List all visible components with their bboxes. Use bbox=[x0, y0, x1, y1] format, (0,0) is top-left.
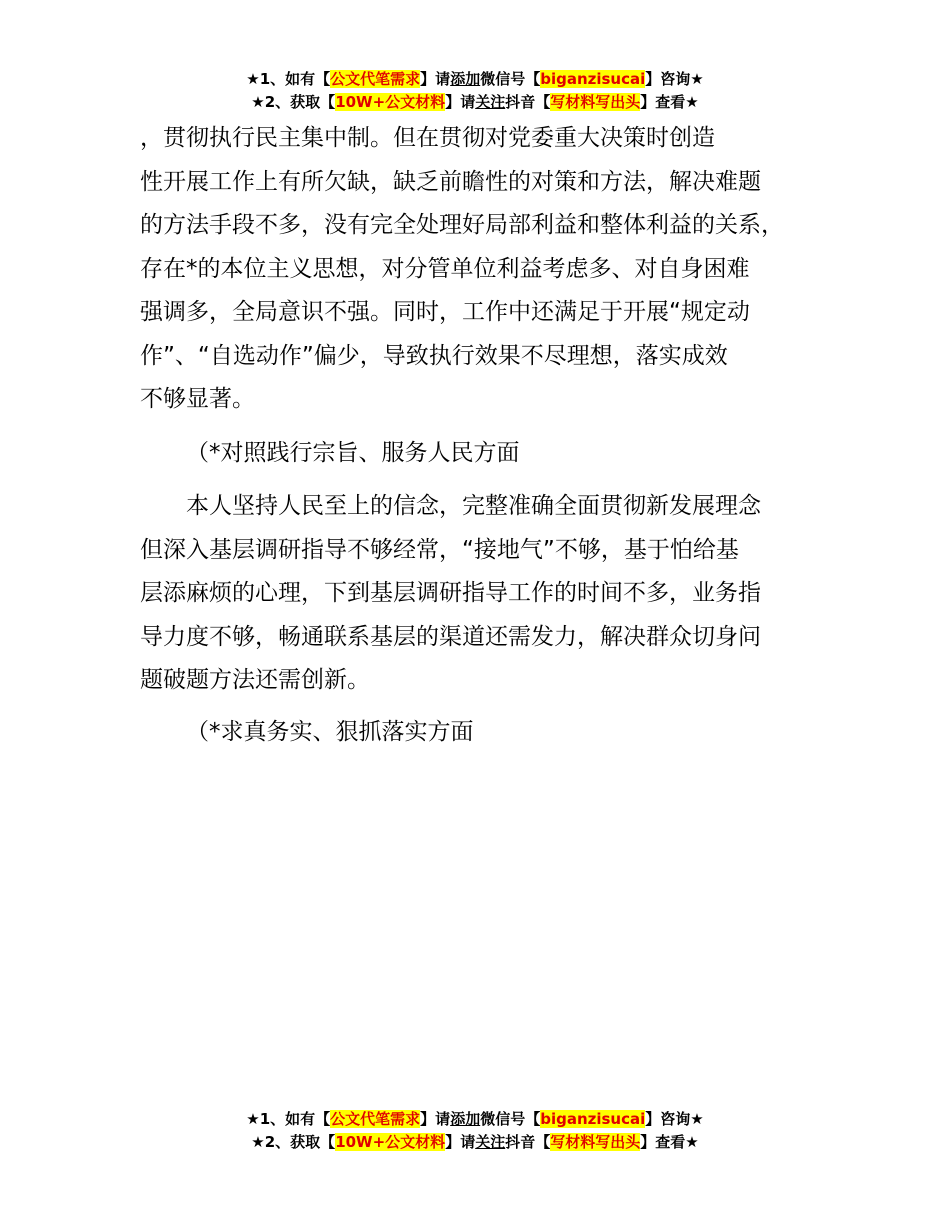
text-line: ，贯彻执行民主集中制。但在贯彻对党委重大决策时创造 bbox=[140, 125, 715, 151]
text-line: 导力度不够，畅通联系基层的渠道还需发力，解决群众切身问 bbox=[140, 623, 761, 650]
promo-text: 微信号【 bbox=[480, 1110, 541, 1128]
text-line: 但深入基层调研指导不够经常，“接地气”不够，基于怕给基 bbox=[140, 536, 739, 563]
promo-text: 】咨询★ bbox=[645, 70, 704, 88]
text-line: 的方法手段不多，没有完全处理好局部利益和整体利益的关系， bbox=[140, 212, 784, 238]
section-heading-serve-people bbox=[140, 432, 840, 476]
promo-highlight-service: 公文代笔需求 bbox=[330, 1110, 421, 1128]
promo-text: 】请 bbox=[420, 1110, 451, 1128]
promo-text: 抖音【 bbox=[505, 1133, 551, 1151]
promo-highlight-wechat-id: biganzisucai bbox=[540, 1110, 646, 1128]
promo-highlight-materials: 10W+公文材料 bbox=[335, 1133, 446, 1151]
promo-line-2 bbox=[0, 91, 950, 114]
promo-text: 】查看★ bbox=[640, 1133, 699, 1151]
body-paragraph-1 bbox=[140, 117, 840, 422]
promo-underlined-text: 关注 bbox=[475, 1133, 506, 1151]
body-paragraph-2 bbox=[140, 485, 840, 703]
text-line: 性开展工作上有所欠缺，缺乏前瞻性的对策和方法，解决难题 bbox=[140, 168, 761, 195]
promo-text: ★1、如有【 bbox=[246, 1110, 331, 1128]
promo-highlight-douyin-account: 写材料写出头 bbox=[550, 93, 641, 111]
promo-highlight-wechat-id: biganzisucai bbox=[540, 70, 646, 88]
promo-highlight-service: 公文代笔需求 bbox=[330, 70, 421, 88]
promo-text: 】请 bbox=[445, 93, 476, 111]
promo-line-1 bbox=[0, 1108, 950, 1131]
text-line: 本人坚持人民至上的信念，完整准确全面贯彻新发展理念 bbox=[186, 493, 761, 519]
text-line: 层添麻烦的心理，下到基层调研指导工作的时间不多，业务指 bbox=[140, 580, 761, 606]
heading-text: （*求真务实、狠抓落实方面 bbox=[186, 719, 474, 745]
promo-text: ★2、获取【 bbox=[251, 1133, 336, 1151]
promo-text: ★2、获取【 bbox=[251, 93, 336, 111]
promo-text: 微信号【 bbox=[480, 70, 541, 88]
promo-highlight-douyin-account: 写材料写出头 bbox=[550, 1133, 641, 1151]
promo-text: 抖音【 bbox=[505, 93, 551, 111]
promo-underlined-text: 添加 bbox=[450, 70, 481, 88]
text-line: 作”、“自选动作”偏少，导致执行效果不尽理想，落实成效 bbox=[140, 342, 728, 369]
heading-text: （*对照践行宗旨、服务人民方面 bbox=[186, 440, 520, 466]
promo-text: 】请 bbox=[420, 70, 451, 88]
text-line: 强调多，全局意识不强。同时，工作中还满足于开展“规定动 bbox=[140, 299, 750, 325]
promo-underlined-text: 关注 bbox=[475, 93, 506, 111]
promo-line-2 bbox=[0, 1131, 950, 1154]
text-line: 不够显著。 bbox=[140, 386, 255, 412]
promo-text: ★1、如有【 bbox=[246, 70, 331, 88]
promo-text: 】请 bbox=[445, 1133, 476, 1151]
section-heading-pragmatic bbox=[140, 711, 840, 755]
header-promo-banner bbox=[0, 68, 950, 114]
promo-text: 】查看★ bbox=[640, 93, 699, 111]
promo-line-1 bbox=[0, 68, 950, 91]
text-line: 题破题方法还需创新。 bbox=[140, 667, 370, 693]
promo-text: 】咨询★ bbox=[645, 1110, 704, 1128]
promo-highlight-materials: 10W+公文材料 bbox=[335, 93, 446, 111]
promo-underlined-text: 添加 bbox=[450, 1110, 481, 1128]
footer-promo-banner bbox=[0, 1108, 950, 1154]
text-line: 存在*的本位主义思想，对分管单位利益考虑多、对自身困难 bbox=[140, 255, 750, 282]
